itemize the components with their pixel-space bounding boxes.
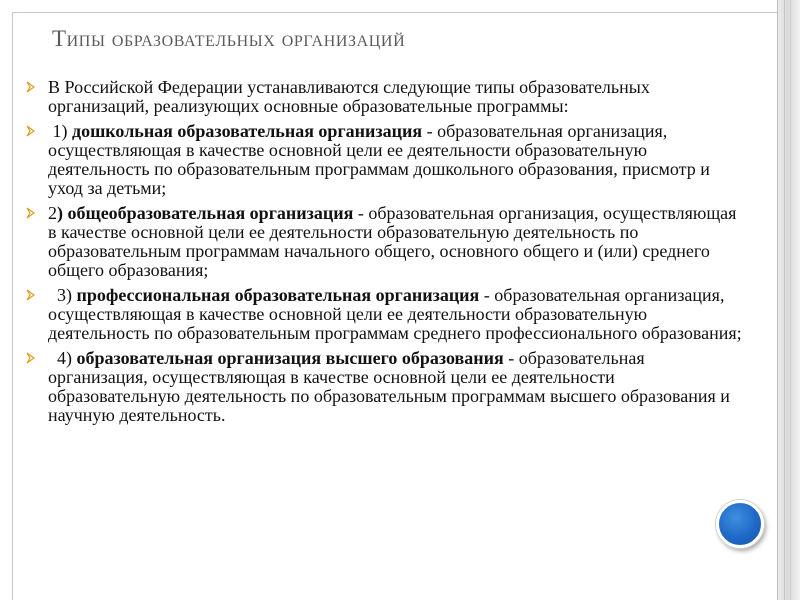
- list-item-intro: [22, 78, 748, 116]
- item-term: образовательная организация высшего образования: [76, 348, 504, 368]
- item-term: профессиональная образовательная организация: [76, 285, 480, 305]
- right-decorative-bar: [777, 0, 800, 600]
- blue-circle-icon: [716, 500, 764, 548]
- list-item-type-2: [22, 204, 748, 280]
- bullet-arrow-icon: [25, 125, 37, 137]
- item-term: ) общеобразовательная организация: [57, 203, 354, 223]
- list-item-type-1: [22, 122, 748, 198]
- slide-title: Типы образовательных организаций: [52, 26, 406, 51]
- list-item-type-3: [22, 286, 748, 343]
- list-item-type-4: [22, 349, 748, 425]
- bullet-arrow-icon: [25, 81, 37, 93]
- item-number: 2: [48, 203, 57, 223]
- item-description: - образовательная организация, осуществляющая в качестве основной цели ее деятельности образовательную деятельность по образовательным программам дошкольного образования, присмотр и уход за детьми;: [48, 121, 710, 198]
- intro-text: В Российской Федерации устанавливаются следующие типы образовательных организаций, реализующих основные образовательные программы:: [48, 77, 650, 116]
- bullet-arrow-icon: [25, 289, 37, 301]
- item-description: - образовательная организация, осуществляющая в качестве основной цели ее деятельности образовательную деятельность по образовательным программам начального общего, основного общего и (или) среднего общего образования;: [48, 203, 737, 280]
- bullet-arrow-icon: [25, 352, 37, 364]
- item-number: 4): [48, 348, 77, 368]
- item-description: - образовательная организация, осуществляющая в качестве основной цели ее деятельности образовательную деятельность по образовательным программам высшего образования и научную деятельность.: [48, 348, 730, 425]
- content-list: [22, 78, 748, 431]
- item-number: 3): [48, 285, 77, 305]
- bullet-arrow-icon: [25, 207, 37, 219]
- item-description: - образовательная организация, осуществляющая в качестве основной цели ее деятельности образовательную деятельность по образовательным программам среднего профессионального образования;: [48, 285, 742, 343]
- item-term: дошкольная образовательная организация: [72, 121, 423, 141]
- item-number: 1): [48, 121, 72, 141]
